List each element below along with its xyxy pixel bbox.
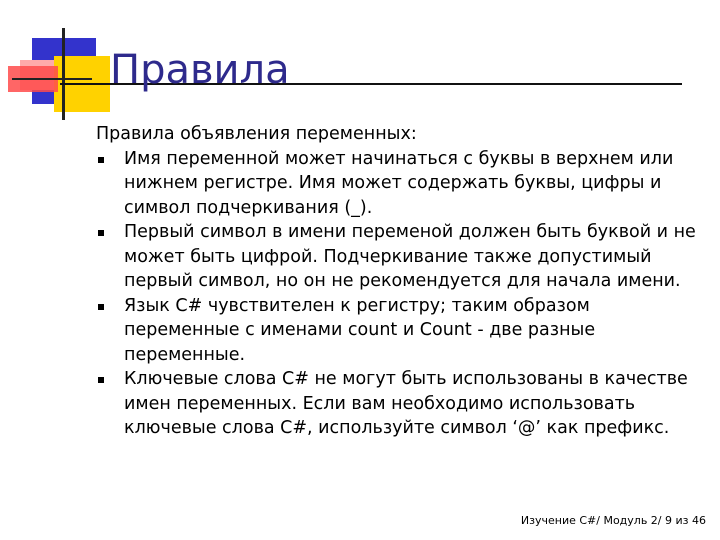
list-item <box>96 220 696 294</box>
list-item-text: Первый символ в имени переменой должен быть буквой и не может быть цифрой. Подчеркивание также допустимый первый символ, но он не рекомендуется для начала имени. <box>124 222 696 291</box>
list-item <box>96 147 696 221</box>
square-bullet-icon <box>98 230 104 236</box>
square-bullet-icon <box>98 304 104 310</box>
decor-horizontal-line <box>12 78 92 80</box>
slide-footer: Изучение C#/ Модуль 2/ 9 из 46 <box>520 514 706 527</box>
list-item-text: Ключевые слова C# не могут быть использованы в качестве имен переменных. Если вам необходимо использовать ключевые слова C#, используйте символ ‘@’ как префикс. <box>124 369 688 438</box>
list-item <box>96 367 696 441</box>
list-item <box>96 294 696 368</box>
rules-list <box>96 147 696 441</box>
square-bullet-icon <box>98 377 104 383</box>
decor-vertical-line <box>62 28 65 120</box>
intro-text: Правила объявления переменных: <box>96 124 417 144</box>
slide-title: Правила <box>110 47 290 93</box>
list-item-text: Имя переменной может начинаться с буквы в верхнем или нижнем регистре. Имя может содержать буквы, цифры и символ подчеркивания (_). <box>124 148 674 218</box>
square-bullet-icon <box>98 157 104 163</box>
list-item-text: Язык C# чувствителен к регистру; таким образом переменные с именами count и Count - две разные переменные. <box>124 295 596 365</box>
slide-content <box>96 122 696 441</box>
